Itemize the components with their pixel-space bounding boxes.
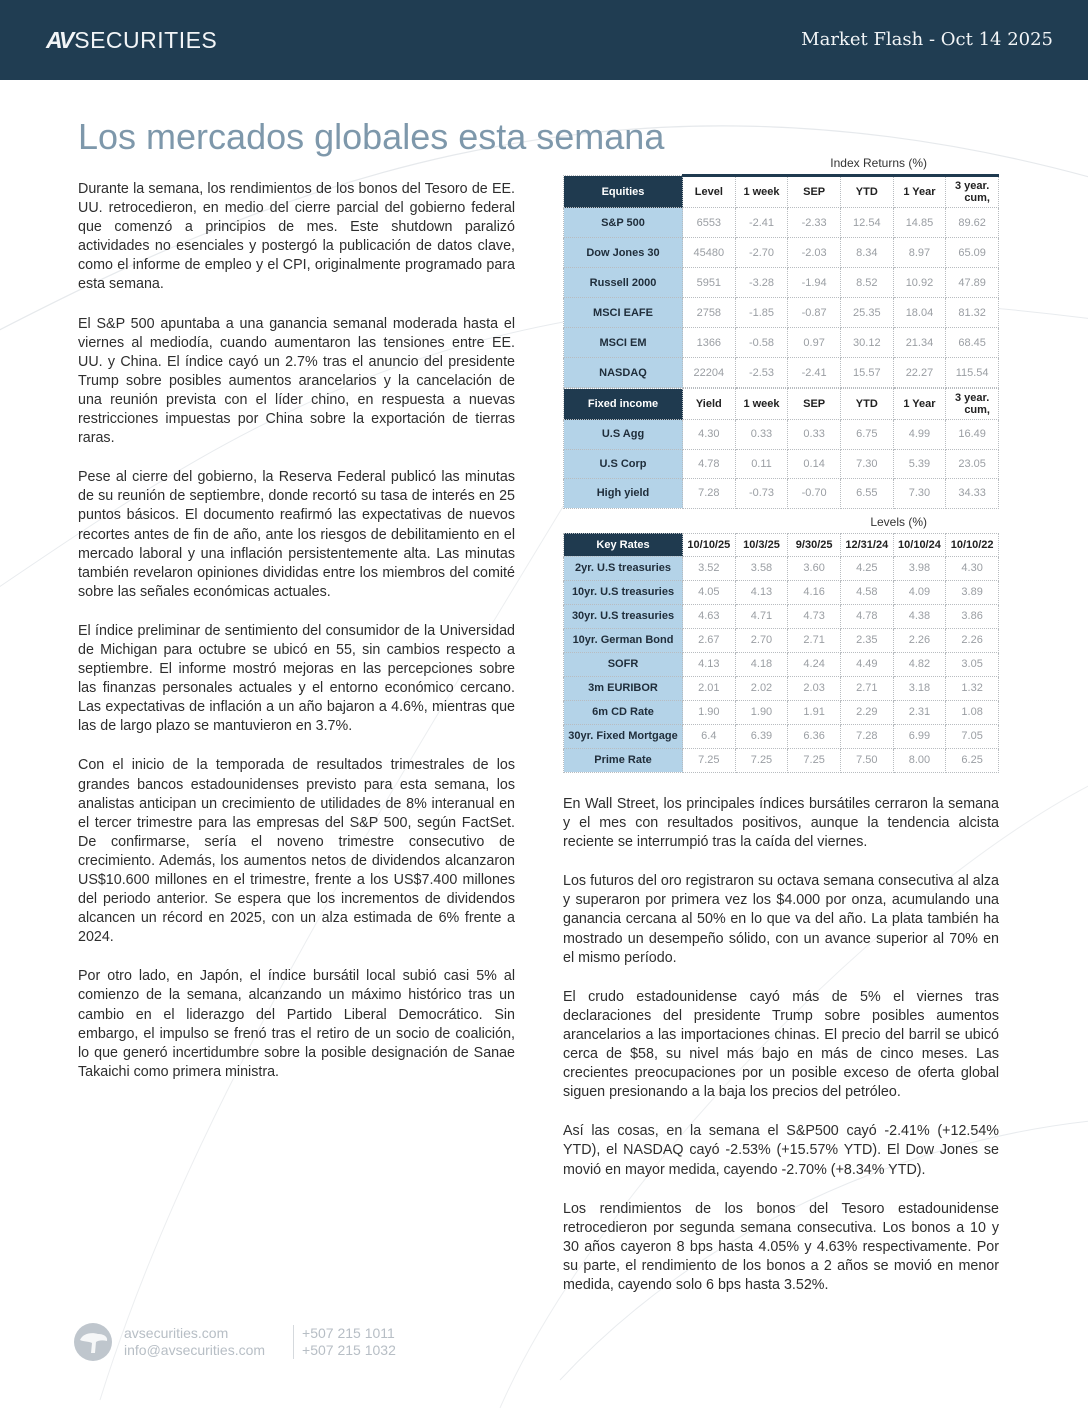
table-cell: 4.16 [788,580,841,604]
paragraph: Pese al cierre del gobierno, la Reserva Federal publicó las minutas de su reunión de septiembre, donde recortó su tasa de interés en 25 puntos básicos. El documento reafirmó las expectativas de nuevos recortes antes de fin de año, ante los riesgos de debilitamiento en el mercado laboral y una inflación persistentemente alta. Las minutas también revelaron opiniones divididas entre los miembros del comité sobre las señales económicas actuales. [78,469,515,600]
table-cell: 7.05 [946,724,999,748]
footer-phones [302,1325,396,1359]
table-cell: -1.94 [788,268,841,298]
table-category-header: Equities [564,176,683,208]
table-cell: 7.25 [735,748,788,772]
table-cell: 4.99 [893,420,946,450]
page-footer [74,1323,396,1361]
table-cell: 21.34 [893,328,946,358]
phone-number[interactable]: +507 215 1011 [302,1325,395,1341]
table-row [564,479,999,509]
table-cell: 2.26 [946,628,999,652]
column-header: 1 Year [893,176,946,208]
column-header: Yield [683,389,736,420]
table-cell: 2.26 [893,628,946,652]
table-cell: 34.33 [946,479,999,509]
table-cell: 25.35 [840,298,893,328]
row-label: Dow Jones 30 [564,238,683,268]
table-cell: 22204 [683,358,736,388]
table-cell: 2.67 [683,628,736,652]
paragraph: El índice preliminar de sentimiento del consumidor de la Universidad de Michigan para octubre se ubicó en 55, sin cambios respecto a septiembre. El informe mostró mejoras en las percepciones sobre las finanzas personales actuales y el entorno económico cercano. Las expectativas de inflación a un año bajaron a 4.6%, mientras que las de largo plazo se mantuvieron en 3.7%. [78,622,515,735]
table-cell: 18.04 [893,298,946,328]
table-cell: 6.36 [788,724,841,748]
table-row [564,358,999,388]
table-cell: 7.50 [840,748,893,772]
table-cell: 3.60 [788,556,841,580]
paragraph: El crudo estadounidense cayó más de 5% el viernes tras declaraciones del presidente Trump sobre posibles aumentos arancelarios a las importaciones chinas. El precio del barril se ubicó cerca de $58, su nivel más bajo en más de cinco meses. Las crecientes preocupaciones por un posible exceso de oferta global siguen presionando a la baja los precios del petróleo. [563,988,999,1101]
table-cell: 8.00 [893,748,946,772]
table-cell: 23.05 [946,449,999,479]
table-cell: -0.58 [735,328,788,358]
phone-number[interactable]: +507 215 1032 [302,1342,396,1358]
equities-table [563,174,999,388]
table-cell: 7.30 [840,449,893,479]
table-cell: 4.18 [735,652,788,676]
table-cell: -2.41 [735,208,788,238]
table-cell: 45480 [683,238,736,268]
table-cell: 0.97 [788,328,841,358]
column-header: 3 year. cum, [946,389,999,420]
table-cell: 3.98 [893,556,946,580]
row-label: U.S Corp [564,449,683,479]
row-label: MSCI EAFE [564,298,683,328]
footer-contacts [124,1325,265,1359]
tree-icon [74,1323,112,1361]
table-cell: 0.33 [788,420,841,450]
table-cell: 6.55 [840,479,893,509]
table-category-header: Key Rates [564,533,683,556]
table-cell: 7.25 [788,748,841,772]
column-header: YTD [840,389,893,420]
row-label: 10yr. U.S treasuries [564,580,683,604]
row-label: 2yr. U.S treasuries [564,556,683,580]
row-label: SOFR [564,652,683,676]
table-cell: 4.05 [683,580,736,604]
website-link[interactable]: avsecurities.com [124,1325,229,1341]
table-cell: 81.32 [946,298,999,328]
table-row [564,238,999,268]
table-cell: 0.14 [788,449,841,479]
table-cell: 7.25 [683,748,736,772]
table-cell: 4.78 [683,449,736,479]
report-title: Market Flash - Oct 14 2025 [801,29,1053,50]
table-cell: 22.27 [893,358,946,388]
table-row [564,328,999,358]
table-row [564,748,999,772]
table-cell: 2758 [683,298,736,328]
row-label: NASDAQ [564,358,683,388]
paragraph: Así las cosas, en la semana el S&P500 cayó -2.41% (+12.54% YTD), el NASDAQ cayó -2.53% (+15.57% YTD). El Dow Jones se movió en mayor medida, cayendo -2.70% (+8.34% YTD). [563,1123,999,1178]
table-cell: -0.73 [735,479,788,509]
table-cell: 2.03 [788,676,841,700]
table-caption: Index Returns (%) [830,156,927,170]
table-cell: 115.54 [946,358,999,388]
table-cell: 5951 [683,268,736,298]
row-label: Prime Rate [564,748,683,772]
right-column [563,795,999,1315]
table-cell: -0.87 [788,298,841,328]
paragraph: Los rendimientos de los bonos del Tesoro estadounidense retrocedieron por segunda semana consecutiva. Los bonos a 10 y 30 años cayeron 8 bps hasta 4.05% y 4.63% respectivamente. Por su parte, el rendimiento de los bonos a 2 años se movió en menor medida, cayendo solo 6 bps hasta 3.52%. [563,1200,999,1293]
table-cell: 4.24 [788,652,841,676]
table-cell: 8.52 [840,268,893,298]
column-header: YTD [840,176,893,208]
table-cell: -3.28 [735,268,788,298]
table-cell: 2.35 [840,628,893,652]
column-header: SEP [788,389,841,420]
table-cell: 2.01 [683,676,736,700]
column-header: 12/31/24 [840,533,893,556]
row-label: S&P 500 [564,208,683,238]
table-cell: 1.90 [683,700,736,724]
table-cell: 1.91 [788,700,841,724]
table-cell: 1.90 [735,700,788,724]
logo-text: SECURITIES [74,27,218,53]
table-cell: 2.29 [840,700,893,724]
row-label: 10yr. German Bond [564,628,683,652]
table-cell: 4.38 [893,604,946,628]
row-label: Russell 2000 [564,268,683,298]
paragraph: Durante la semana, los rendimientos de los bonos del Tesoro de EE. UU. retrocedieron, en medio del cierre parcial del gobierno federal que comenzó a principios de mes. Este shutdown paralizó actividades no esenciales y postergó la publicación de datos clave, como el informe de empleo y el CPI, originalmente programado para esta semana. [78,181,515,293]
column-header: 10/10/25 [683,533,736,556]
table-header-row [564,389,999,420]
row-label: High yield [564,479,683,509]
paragraph: El S&P 500 apuntaba a una ganancia semanal moderada hasta el viernes al mediodía, cuando aumentaron las tensiones entre EE. UU. y China. El índice cayó un 2.7% tras el anuncio del presidente Trump sobre posibles aumentos arancelarios y la cancelación de una reunión prevista con el líder chino, en respuesta a nuevas restricciones impuestas por China sobre la exportación de tierras raras. [78,315,515,447]
table-cell: 2.71 [840,676,893,700]
column-header: 1 week [735,176,788,208]
table-cell: 10.92 [893,268,946,298]
table-cell: -2.33 [788,208,841,238]
table-cell: 3.89 [946,580,999,604]
table-header-row [564,533,999,556]
column-header: 10/10/22 [946,533,999,556]
table-cell: 4.25 [840,556,893,580]
page-title: Los mercados globales esta semana [78,116,665,157]
table-cell: 4.13 [735,580,788,604]
table-row [564,724,999,748]
table-cell: 8.97 [893,238,946,268]
table-cell: 7.30 [893,479,946,509]
table-cell: 6.25 [946,748,999,772]
table-header-row [564,176,999,208]
table-cell: -2.03 [788,238,841,268]
table-cell: 1.32 [946,676,999,700]
table-cell: 6.99 [893,724,946,748]
table-cell: 1.08 [946,700,999,724]
table-cell: 15.57 [840,358,893,388]
table-cell: 7.28 [683,479,736,509]
table-row [564,420,999,450]
paragraph: Los futuros del oro registraron su octava semana consecutiva al alza y superaron por primera vez los $4.000 por onza, acumulando una ganancia cercana al 50% en lo que va del año. La plata también ha mostrado un desempeño sólido, con un avance superior al 70% en el mismo período. [563,873,999,966]
table-cell: 6.39 [735,724,788,748]
table-row [564,449,999,479]
table-cell: 3.58 [735,556,788,580]
page-header [0,0,1088,80]
paragraph: En Wall Street, los principales índices bursátiles cerraron la semana y el mes con resultados positivos, aunque la tendencia alcista reciente se interrumpió tras la caída del viernes. [563,796,999,851]
table-row [564,268,999,298]
table-cell: 4.63 [683,604,736,628]
table-cell: 4.30 [683,420,736,450]
row-label: 6m CD Rate [564,700,683,724]
row-label: MSCI EM [564,328,683,358]
company-logo [46,27,217,54]
table-cell: 14.85 [893,208,946,238]
table-cell: -2.53 [735,358,788,388]
table-cell: -2.41 [788,358,841,388]
paragraph: Con el inicio de la temporada de resultados trimestrales de los grandes bancos estadounidenses previsto para esta semana, los analistas anticipan un crecimiento de utilidades de 8% interanual en el tercer trimestre para las empresas del S&P 500, según FactSet. De confirmarse, sería el noveno trimestre consecutivo de crecimiento. Además, los aumentos netos de dividendos alcanzaron US$10.600 millones en el trimestre, frente a los US$7.400 millones del periodo anterior. Se espera que los incrementos de dividendos alcancen un récord en 2025, con un alza estimada de 6% frente a 2024. [78,757,515,946]
table-cell: 4.30 [946,556,999,580]
table-cell: 6.75 [840,420,893,450]
table-cell: 8.34 [840,238,893,268]
table-cell: -0.70 [788,479,841,509]
table-cell: 12.54 [840,208,893,238]
table-cell: 2.02 [735,676,788,700]
column-header: Level [683,176,736,208]
table-cell: 68.45 [946,328,999,358]
table-row [564,652,999,676]
table-category-header: Fixed income [564,389,683,420]
paragraph: Por otro lado, en Japón, el índice bursátil local subió casi 5% al comienzo de la semana, alcanzando un máximo histórico tras un cambio en el liderazgo del Partido Liberal Democrático. Sin embargo, el impulso se frenó tras el retiro de un socio de coalición, lo que generó incertidumbre sobre la posible designación de Sanae Takaichi como primera ministra. [78,968,515,1080]
fixed-income-table [563,388,999,509]
table-row [564,700,999,724]
column-header: 10/3/25 [735,533,788,556]
table-cell: 7.28 [840,724,893,748]
row-label: 30yr. Fixed Mortgage [564,724,683,748]
table-cell: 2.70 [735,628,788,652]
table-cell: 65.09 [946,238,999,268]
table-row [564,556,999,580]
email-link[interactable]: info@avsecurities.com [124,1342,266,1358]
logo-mark: AV [46,27,73,53]
table-cell: 3.52 [683,556,736,580]
row-label: 3m EURIBOR [564,676,683,700]
left-column [78,180,515,1102]
table-cell: 2.71 [788,628,841,652]
column-header: 1 Year [893,389,946,420]
table-cell: 0.11 [735,449,788,479]
table-row [564,208,999,238]
table-cell: 89.62 [946,208,999,238]
table-cell: 3.86 [946,604,999,628]
table-cell: -2.70 [735,238,788,268]
column-header: 10/10/24 [893,533,946,556]
table-cell: 0.33 [735,420,788,450]
table-cell: 2.31 [893,700,946,724]
table-cell: 4.09 [893,580,946,604]
column-header: SEP [788,176,841,208]
table-cell: 47.89 [946,268,999,298]
table-row [564,628,999,652]
table-cell: 6.4 [683,724,736,748]
table-cell: 4.58 [840,580,893,604]
table-cell: 4.78 [840,604,893,628]
table-cell: 6553 [683,208,736,238]
footer-divider [293,1325,294,1359]
column-header: 3 year. cum, [946,176,999,208]
table-row [564,580,999,604]
table-row [564,298,999,328]
table-cell: 5.39 [893,449,946,479]
key-rates-table [563,533,999,773]
column-header: 1 week [735,389,788,420]
table-cell: 4.13 [683,652,736,676]
table-cell: 4.73 [788,604,841,628]
row-label: 30yr. U.S treasuries [564,604,683,628]
table-cell: 4.49 [840,652,893,676]
table-row [564,604,999,628]
column-header: 9/30/25 [788,533,841,556]
table-cell: 4.71 [735,604,788,628]
table-caption: Levels (%) [870,514,927,529]
market-tables [563,156,999,773]
row-label: U.S Agg [564,420,683,450]
table-cell: 4.82 [893,652,946,676]
table-cell: 30.12 [840,328,893,358]
table-cell: -1.85 [735,298,788,328]
table-cell: 3.18 [893,676,946,700]
table-cell: 3.05 [946,652,999,676]
table-row [564,676,999,700]
table-cell: 16.49 [946,420,999,450]
table-cell: 1366 [683,328,736,358]
